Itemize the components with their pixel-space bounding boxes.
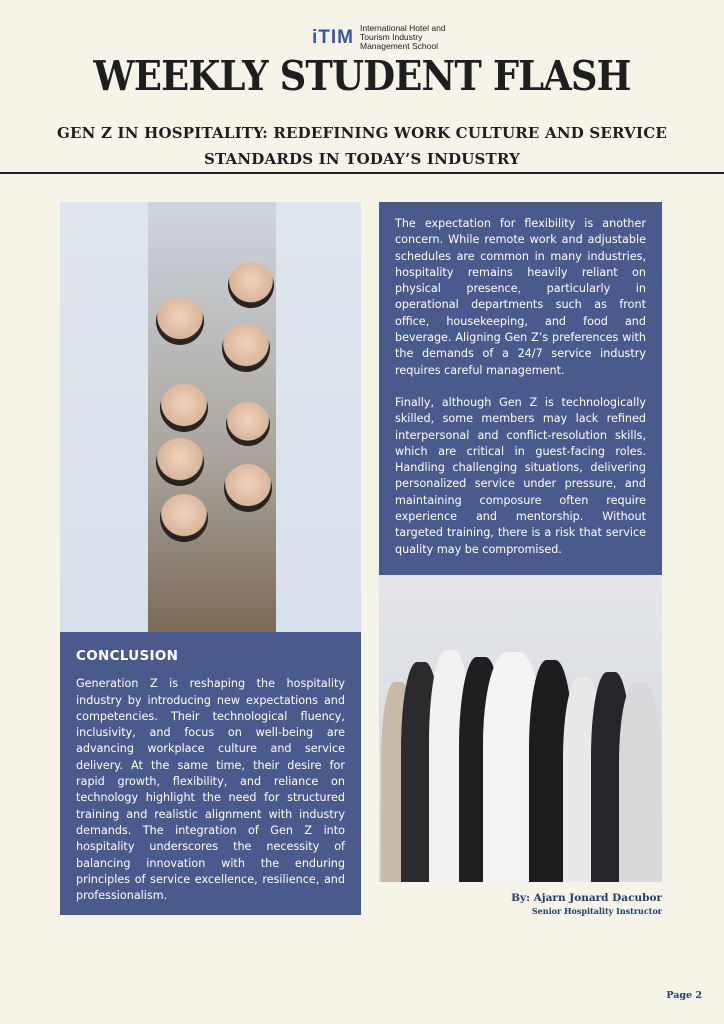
header-divider — [0, 172, 724, 174]
student-face — [156, 438, 204, 486]
paragraph-interpersonal: Finally, although Gen Z is technologically skilled, some members may lack refined interpersonal and conflict-resolution skills, which are critical in guest-facing roles. Handling challenging situations, delivering personalized service under pressure, and maintaining composure often require experience and mentorship. Without targeted training, there is a risk that service quality may be compromised. — [395, 395, 646, 556]
photo-students-doorway — [60, 202, 361, 632]
student-face — [160, 384, 208, 432]
headline-line-1: GEN Z IN HOSPITALITY: REDEFINING WORK CULTURE AND SERVICE — [56, 124, 667, 142]
article-headline — [30, 120, 694, 172]
paragraph-flexibility: The expectation for flexibility is another concern. While remote work and adjustable schedules are common in many industries, hospitality remains heavily reliant on physical presence, particularly in operational departments such as front office, housekeeping, and food and beverage. Aligning Gen Z’s preferences with the demands of a 24/7 service industry requires careful management. — [395, 217, 646, 377]
conclusion-box — [60, 632, 361, 915]
logo-text: International Hotel and Tourism Industry Management School — [360, 23, 446, 51]
student-face — [160, 494, 208, 542]
author-name: By: Ajarn Jonard Dacubor — [511, 892, 662, 904]
conclusion-body: Generation Z is reshaping the hospitality industry by introducing new expectations and competencies. Their technological fluency, inclusivity, and focus on well-being are advancing workplace culture and service delivery. At the same time, their desire for rapid growth, flexibility, and reliance on technology highlight the need for structured training and realistic alignment with industry demands. The integration of Gen Z into hospitality underscores the necessity of balancing innovation with the enduring principles of service excellence, resilience, and professionalism. — [76, 677, 345, 903]
student-face — [156, 297, 204, 345]
conclusion-title: CONCLUSION — [76, 648, 179, 664]
author-role: Senior Hospitality Instructor — [531, 906, 662, 916]
photo-students-group — [379, 575, 662, 882]
student-face — [222, 324, 270, 372]
page-number: Page 2 — [666, 990, 702, 1001]
student-face — [226, 402, 270, 446]
student-face — [224, 464, 272, 512]
headline-line-2: STANDARDS IN TODAY’S INDUSTRY — [203, 150, 521, 168]
author-byline — [379, 892, 662, 916]
school-logo — [312, 24, 450, 51]
student-face — [228, 262, 274, 308]
person-shape — [619, 682, 661, 882]
logo-mark: iTIM — [312, 26, 354, 48]
article-text-right — [379, 202, 662, 575]
masthead-title: WEEKLY STUDENT FLASH — [93, 52, 631, 100]
